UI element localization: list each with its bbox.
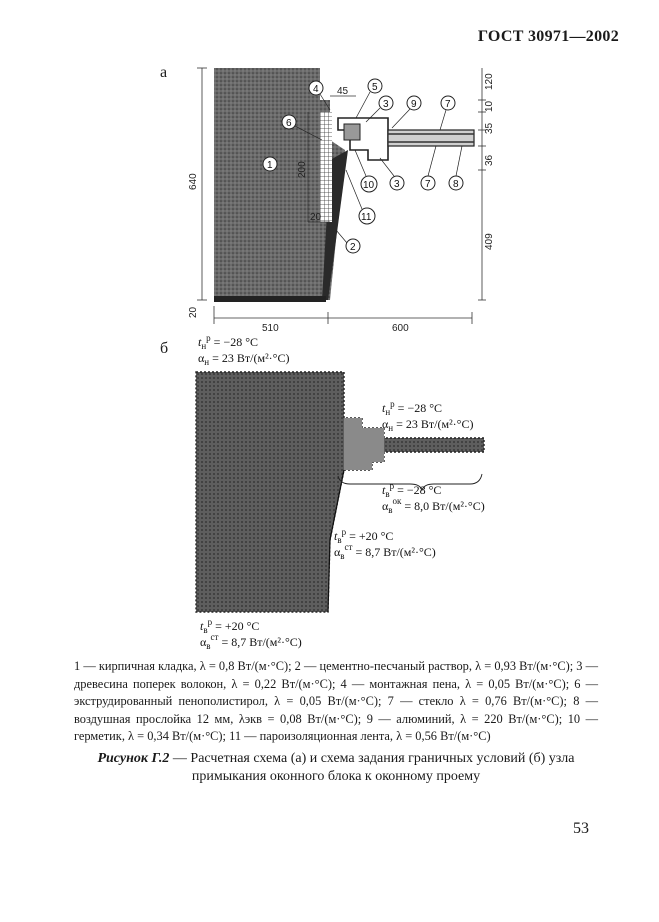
glazing-a — [388, 130, 474, 146]
dim-45: 45 — [337, 86, 349, 97]
svg-text:3: 3 — [383, 99, 389, 110]
insulation-a — [320, 112, 332, 222]
svg-text:3: 3 — [394, 179, 400, 190]
dim-20-inner: 20 — [310, 212, 322, 223]
svg-text:1: 1 — [267, 160, 273, 171]
svg-text:6: 6 — [286, 118, 292, 129]
cond-inner1-t: $t_в^р = -28$ °С — [382, 481, 442, 499]
cond-win-t: $t_н^р = -28$ °С — [382, 399, 443, 417]
svg-text:9: 9 — [411, 99, 417, 110]
dim-409: 409 — [484, 233, 495, 250]
callout-7-top — [440, 96, 455, 130]
figure-a-label: а — [160, 64, 168, 81]
dim-200: 200 — [297, 161, 308, 178]
callout-3-bottom — [380, 158, 404, 190]
cond-top-a: $\alpha_н = 23$ Вт/(м²·°С) — [198, 351, 290, 367]
cond-inner3-t: $t_в^р = +20$ °С — [200, 617, 260, 635]
callout-7-bottom — [421, 146, 436, 190]
callout-2 — [336, 230, 360, 253]
svg-text:2: 2 — [350, 242, 356, 253]
caption-text: — Расчетная схема (а) и схема задания граничных условий (б) узла примыкания оконного блока к оконному проему — [169, 751, 575, 784]
cond-inner2-t: $t_в^р = +20$ °С — [334, 527, 394, 545]
dim-10: 10 — [484, 100, 495, 112]
svg-text:7: 7 — [445, 99, 451, 110]
dim-510: 510 — [262, 323, 279, 334]
callout-9 — [392, 96, 421, 128]
dim-36: 36 — [484, 154, 495, 166]
callout-5 — [356, 79, 382, 118]
callout-1 — [263, 157, 277, 171]
cond-inner3-a: $\alpha_в^{ст} = 8,7$ Вт/(м²·°С) — [200, 632, 302, 651]
page-number: 53 — [573, 820, 589, 837]
cond-inner1-a: $\alpha_в^{ок} = 8,0$ Вт/(м²·°С) — [382, 496, 485, 515]
dim-35: 35 — [484, 122, 495, 134]
materials-legend: 1 — кирпичная кладка, λ = 0,8 Вт/(м·°С); 2 — цементно-песчаный раствор, λ = 0,93 Вт/(м·°С); 3 — древесина поперек волокон, λ = 0,22 Вт/(м·°С); 4 — монтажная пена, λ = 0,05 Вт/(м·°С); 6 — экструдированный пенополистирол, λ = 0,05 Вт/(м·°С); 7 — стекло λ = 0,76 Вт/(м·°С); 8 — воздушная прослойка 12 мм, λэкв = 0,08 Вт/(м·°С); 9 — алюминий, λ = 220 Вт/(м·°С); 10 — герметик, λ = 0,34 Вт/(м·°С); 11 — пароизоляционная лента, λ = 0,56 Вт/(м·°С) — [74, 659, 598, 743]
cond-inner2-a: $\alpha_в^{ст} = 8,7$ Вт/(м²·°С) — [334, 542, 436, 561]
svg-text:11: 11 — [361, 212, 372, 223]
window-frame-inner-a — [344, 124, 360, 140]
dim-20: 20 — [188, 306, 199, 318]
dim-640: 640 — [188, 173, 199, 190]
cond-top-t: $t_н^р = -28$ °С — [198, 333, 259, 351]
svg-text:8: 8 — [453, 179, 459, 190]
svg-text:4: 4 — [313, 84, 319, 95]
cond-win-a: $\alpha_н = 23$ Вт/(м²·°С) — [382, 417, 474, 433]
figure-caption — [74, 750, 598, 786]
caption-label: Рисунок Г.2 — [97, 751, 170, 766]
standard-header: ГОСТ 30971—2002 — [477, 28, 619, 45]
dim-600: 600 — [392, 323, 409, 334]
figure-b-label: б — [160, 340, 169, 357]
svg-text:7: 7 — [425, 179, 431, 190]
dim-120: 120 — [484, 73, 495, 90]
svg-text:10: 10 — [363, 180, 375, 191]
callout-8 — [449, 146, 463, 190]
svg-text:5: 5 — [372, 82, 378, 93]
